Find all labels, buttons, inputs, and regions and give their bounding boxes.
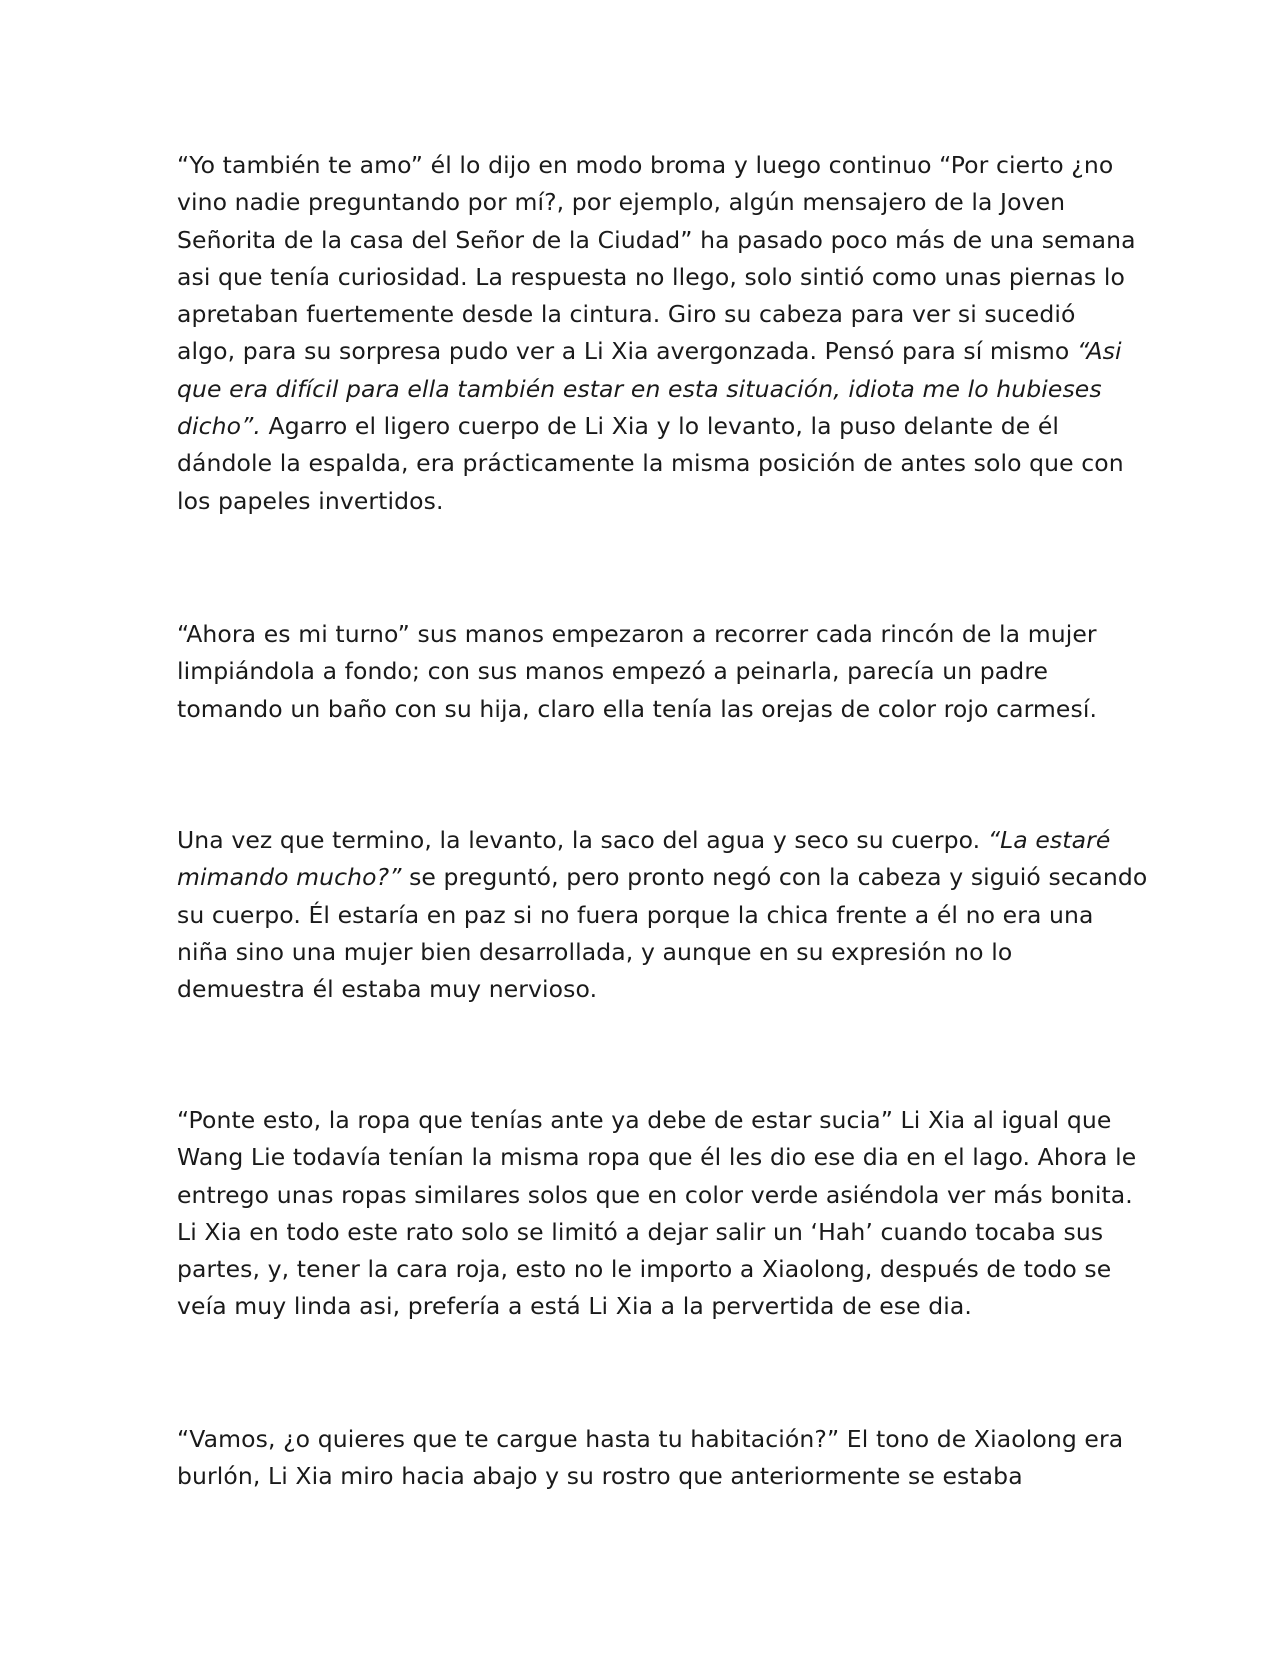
text-line — [177, 371, 1117, 408]
text-run: burlón, Li Xia miro hacia abajo y su rostro que anteriormente se estaba — [177, 1462, 1023, 1491]
text-line — [177, 616, 1117, 653]
text-line — [177, 408, 1117, 445]
paragraph-1 — [177, 147, 1136, 520]
italic-text-run: “Asi — [1076, 337, 1122, 366]
text-line — [177, 934, 1117, 971]
text-line — [177, 333, 1122, 370]
text-line — [177, 1177, 1133, 1214]
text-line — [177, 1139, 1137, 1176]
paragraph-5 — [177, 1421, 1124, 1496]
text-run: Li Xia en todo este rato solo se limitó a dejar salir un ‘Hah’ cuando tocaba sus — [177, 1217, 1104, 1246]
text-run: limpiándola a fondo; con sus manos empezó a peinarla, parecía un padre — [177, 657, 1049, 686]
text-line — [177, 259, 1125, 296]
text-line — [177, 184, 1117, 221]
text-run: se preguntó, pero pronto negó con la cabeza y siguió secando — [401, 863, 1148, 892]
italic-text-run: que era difícil para ella también estar en esta situación, idiota me lo hubieses — [177, 374, 1102, 403]
text-line — [177, 691, 1117, 728]
text-line — [177, 1458, 1117, 1495]
text-line — [177, 971, 1117, 1008]
text-line — [177, 1288, 1117, 1325]
text-run: Wang Lie todavía tenían la misma ropa que él les dio ese dia en el lago. Ahora le — [177, 1143, 1137, 1172]
text-line — [177, 222, 1136, 259]
text-line — [177, 483, 1117, 520]
text-run: algo, para su sorpresa pudo ver a Li Xia avergonzada. Pensó para sí mismo — [177, 337, 1077, 366]
text-line — [177, 1102, 1117, 1139]
italic-text-run: dicho”. — [177, 412, 261, 441]
text-run: Señorita de la casa del Señor de la Ciudad” ha pasado poco más de una semana — [177, 225, 1136, 254]
text-run: tomando un baño con su hija, claro ella tenía las orejas de color rojo carmesí. — [177, 694, 1098, 723]
text-line — [177, 1421, 1124, 1458]
text-line — [177, 1251, 1117, 1288]
text-run: asi que tenía curiosidad. La respuesta no llego, solo sintió como unas piernas lo — [177, 262, 1125, 291]
text-line — [177, 445, 1124, 482]
text-line — [177, 296, 1117, 333]
text-run: demuestra él estaba muy nervioso. — [177, 975, 598, 1004]
text-run: su cuerpo. Él estaría en paz si no fuera porque la chica frente a él no era una — [177, 900, 1094, 929]
text-line — [177, 897, 1117, 934]
text-run: “Yo también te amo” él lo dijo en modo broma y luego continuo “Por cierto ¿no — [177, 151, 1114, 179]
paragraph-2 — [177, 616, 1117, 728]
text-run: vino nadie preguntando por mí?, por ejemplo, algún mensajero de la Joven — [177, 188, 1066, 217]
text-run: Agarro el ligero cuerpo de Li Xia y lo levanto, la puso delante de él — [260, 412, 1060, 441]
text-run: los papeles invertidos. — [177, 486, 444, 515]
text-run: Una vez que termino, la levanto, la saco del agua y seco su cuerpo. — [177, 826, 988, 854]
italic-text-run: mimando mucho?” — [177, 863, 402, 892]
text-run: niña sino una mujer bien desarrollada, y aunque en su expresión no lo — [177, 937, 1013, 966]
text-line — [177, 147, 1117, 184]
text-run: partes, y, tener la cara roja, esto no le importo a Xiaolong, después de todo se — [177, 1255, 1112, 1284]
paragraph-3 — [177, 822, 1148, 1008]
text-run: veía muy linda asi, prefería a está Li Xia a la pervertida de ese dia. — [177, 1292, 972, 1321]
text-run: dándole la espalda, era prácticamente la misma posición de antes solo que con — [177, 449, 1124, 478]
text-line — [177, 822, 1117, 859]
text-run: “Vamos, ¿o quieres que te cargue hasta tu habitación?” El tono de Xiaolong era — [177, 1425, 1124, 1453]
text-run: “Ahora es mi turno” sus manos empezaron a recorrer cada rincón de la mujer — [177, 620, 1097, 648]
text-line — [177, 653, 1117, 690]
italic-text-run: “La estaré — [987, 826, 1111, 854]
text-run: apretaban fuertemente desde la cintura. Giro su cabeza para ver si sucedió — [177, 300, 1076, 329]
text-run: “Ponte esto, la ropa que tenías ante ya debe de estar sucia” Li Xia al igual que — [177, 1106, 1112, 1134]
text-line — [177, 1214, 1117, 1251]
text-line — [177, 859, 1148, 896]
text-run: entrego unas ropas similares solos que en color verde asiéndola ver más bonita. — [177, 1180, 1133, 1209]
paragraph-4 — [177, 1102, 1137, 1326]
